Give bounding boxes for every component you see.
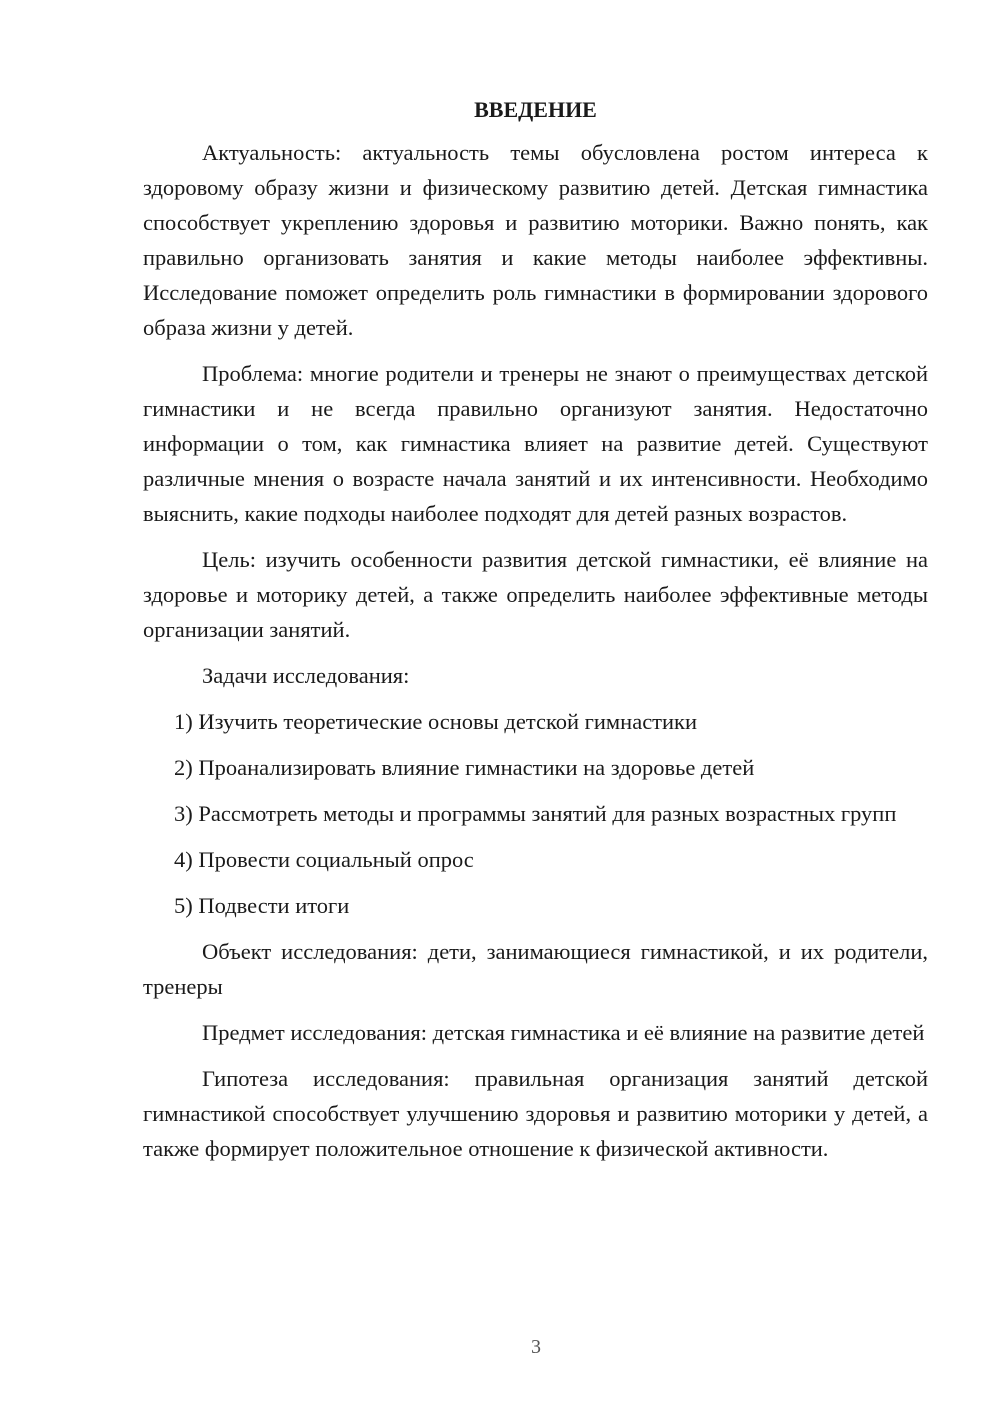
hypothesis-paragraph: Гипотеза исследования: правильная организация занятий детской гимнастикой способствует улучшению здоровья и развитию моторики у детей, а также формирует положительное отношение к физической активности.: [143, 1066, 928, 1161]
task-item: 2) Проанализировать влияние гимнастики на здоровье детей: [174, 755, 755, 780]
page-number: 3: [531, 1336, 541, 1358]
tasks-heading: Задачи исследования:: [202, 663, 410, 688]
page-content: [143, 95, 928, 1177]
task-item: 3) Рассмотреть методы и программы занятий для разных возрастных групп: [174, 801, 897, 826]
object-paragraph: Объект исследования: дети, занимающиеся гимнастикой, и их родители, тренеры: [143, 939, 928, 999]
goal-paragraph: Цель: изучить особенности развития детской гимнастики, её влияние на здоровье и моторику детей, а также определить наиболее эффективные методы организации занятий.: [143, 547, 928, 642]
task-item: 1) Изучить теоретические основы детской гимнастики: [174, 709, 698, 734]
task-item: 4) Провести социальный опрос: [174, 847, 474, 872]
relevance-paragraph: Актуальность: актуальность темы обусловлена ростом интереса к здоровому образу жизни и физическому развитию детей. Детская гимнастика способствует укреплению здоровья и развитию моторики. Важно понять, как правильно организовать занятия и какие методы наиболее эффективны. Исследование поможет определить роль гимнастики в формировании здорового образа жизни у детей.: [143, 140, 928, 340]
problem-paragraph: Проблема: многие родители и тренеры не знают о преимуществах детской гимнастики и не всегда правильно организуют занятия. Недостаточно информации о том, как гимнастика влияет на развитие детей. Существуют различные мнения о возрасте начала занятий и их интенсивности. Необходимо выяснить, какие подходы наиболее подходят для детей разных возрастов.: [143, 361, 928, 526]
subject-paragraph: Предмет исследования: детская гимнастика и её влияние на развитие детей: [202, 1020, 925, 1045]
page-title: ВВЕДЕНИЕ: [474, 97, 597, 122]
task-item: 5) Подвести итоги: [174, 893, 350, 918]
